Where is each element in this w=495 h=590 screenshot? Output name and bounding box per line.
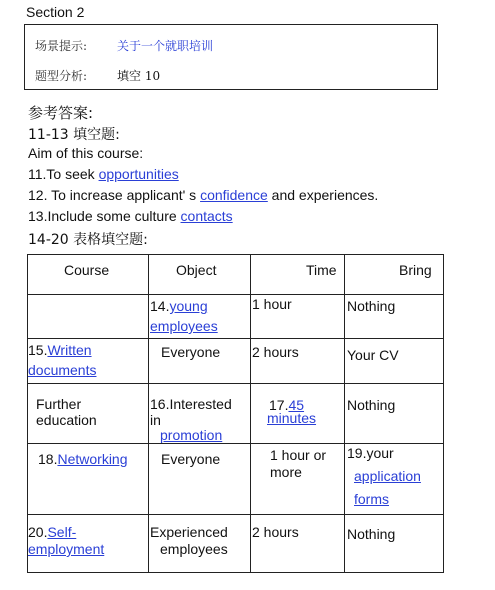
r5-time: 2 hours	[252, 524, 299, 540]
r3-bring: Nothing	[347, 397, 396, 413]
r5-course-answer2: employment	[28, 541, 105, 557]
r4-time-line1: 1 hour or	[270, 447, 327, 463]
table-row	[28, 295, 444, 339]
table-row	[28, 515, 444, 573]
table-row	[28, 384, 444, 444]
q12-suffix: and experiences.	[267, 187, 379, 203]
question-13	[28, 208, 233, 224]
table-row	[28, 444, 444, 515]
table-row	[28, 339, 444, 384]
question-11	[28, 166, 179, 182]
r1-object-num: 14.	[150, 298, 170, 314]
header-object: Object	[176, 262, 217, 278]
r4-bring-answer1: application	[354, 468, 421, 484]
r1-object-answer2: employees	[150, 318, 218, 334]
type-label: 题型分析:	[35, 69, 88, 83]
q12-answer: confidence	[200, 187, 268, 203]
type-value: 填空 10	[117, 69, 161, 83]
r2-course-line1	[28, 341, 92, 359]
r4-course-num: 18.	[38, 451, 58, 467]
scene-label: 场景提示:	[35, 39, 88, 53]
r4-bring-line1: 19.your	[347, 445, 394, 461]
aim-line: Aim of this course:	[28, 145, 144, 161]
r2-course-answer2: documents	[28, 362, 97, 378]
r2-bring: Your CV	[347, 347, 399, 363]
r5-course-answer1: Self-	[47, 524, 77, 540]
r4-time-line2: more	[270, 464, 302, 480]
r5-object-line2: employees	[160, 541, 228, 557]
r3-object-answer: promotion	[160, 427, 223, 443]
q12-prefix: 12. To increase applicant' s	[28, 187, 201, 203]
header-bring: Bring	[399, 262, 432, 278]
q11-prefix: 11.To seek	[28, 166, 99, 182]
hint-box	[24, 24, 438, 90]
q13-answer: contacts	[180, 208, 233, 224]
r3-time-answer2: minutes	[267, 410, 317, 426]
scene-value: 关于一个就职培训	[117, 39, 214, 53]
section-heading: Section 2	[26, 4, 85, 20]
q11-answer: opportunities	[98, 166, 179, 182]
header-time: Time	[306, 262, 337, 278]
part1-title: 11-13 填空题:	[28, 127, 120, 143]
r5-bring: Nothing	[347, 526, 396, 542]
part2-title: 14-20 表格填空题:	[28, 232, 148, 248]
r3-time-num: 17.	[269, 397, 289, 413]
r2-course-answer1: Written	[47, 342, 92, 358]
r3-object-line1: 16.Interested	[150, 396, 232, 412]
r3-time-answer1: 45	[288, 397, 305, 413]
r2-object: Everyone	[161, 344, 221, 360]
r1-object-line1	[150, 297, 208, 315]
r2-time: 2 hours	[252, 344, 299, 360]
r5-object-line1: Experienced	[150, 524, 228, 540]
question-12	[28, 187, 378, 203]
r1-object-answer1: young	[169, 298, 208, 314]
r2-course-num: 15.	[28, 342, 48, 358]
r1-time: 1 hour	[252, 296, 292, 312]
table-header-row	[28, 255, 444, 295]
r4-course	[38, 450, 128, 468]
header-course: Course	[64, 262, 110, 278]
q13-prefix: 13.Include some culture	[28, 208, 181, 224]
r4-course-answer: Networking	[57, 451, 128, 467]
r1-bring: Nothing	[347, 298, 396, 314]
r4-bring-answer2: forms	[354, 491, 389, 507]
r5-course-line1	[28, 523, 76, 541]
r3-object-line2: in	[150, 412, 161, 428]
r4-object: Everyone	[161, 451, 221, 467]
answer-table	[27, 254, 444, 573]
r5-course-num: 20.	[28, 524, 48, 540]
r3-course-line1: Further	[36, 396, 82, 412]
r3-course-line2: education	[36, 412, 97, 428]
answers-title: 参考答案:	[28, 104, 94, 122]
